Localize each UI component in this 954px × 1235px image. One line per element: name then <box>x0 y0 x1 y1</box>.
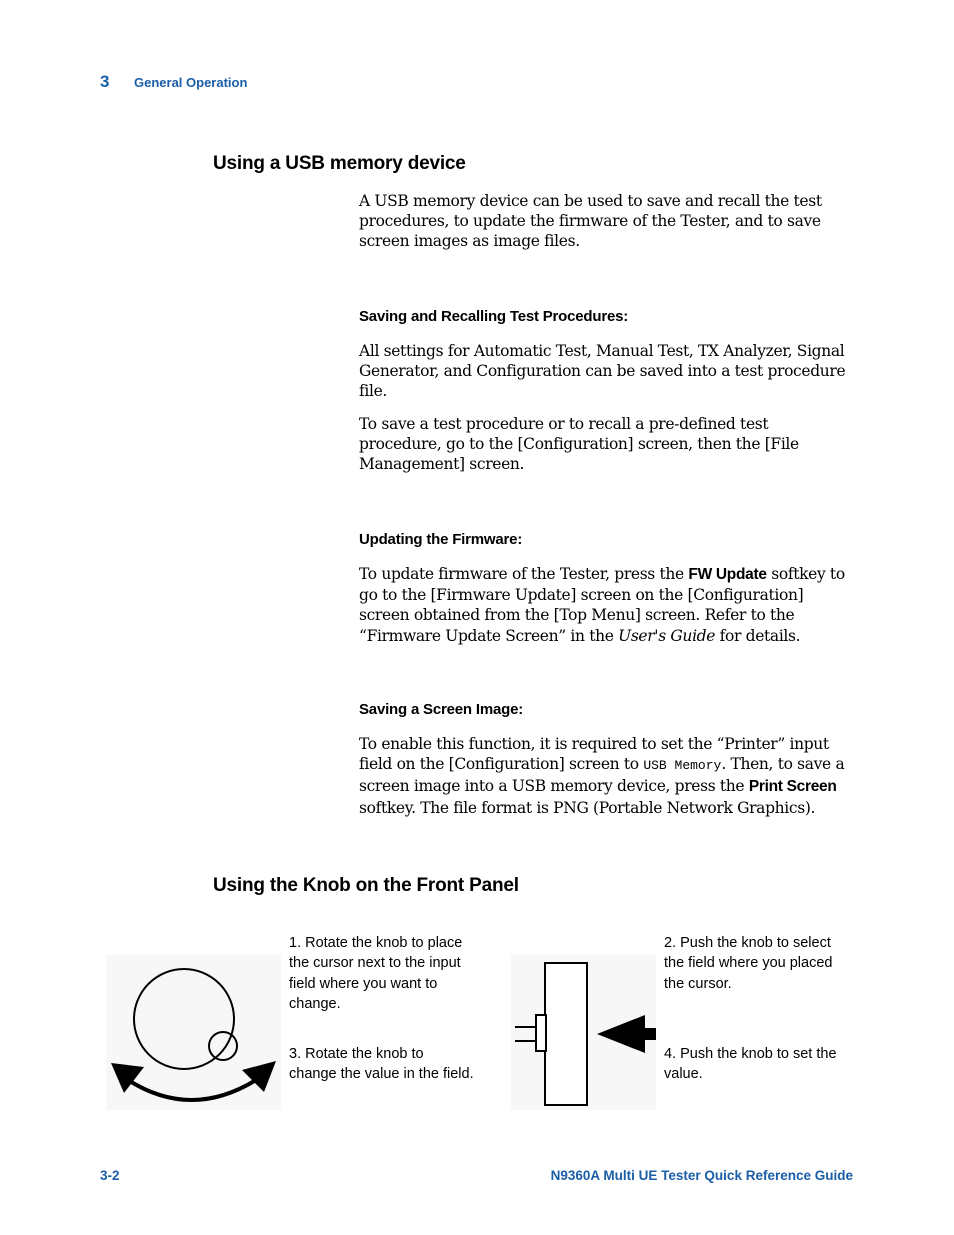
screen-image-text-2: . Then, to save a screen image into a USB memory device, press the <box>359 755 845 796</box>
usb-intro-paragraph: A USB memory device can be used to save and recall the test procedures, to update the firmware of the Tester, and to save screen images as image files. <box>359 192 822 251</box>
print-screen-softkey-label: Print Screen <box>748 778 837 796</box>
firmware-paragraph <box>359 564 851 646</box>
screen-image-paragraph <box>359 734 851 818</box>
firmware-text-3: for details. <box>715 626 801 645</box>
firmware-text-1: To update firmware of the Tester, press the <box>359 565 689 583</box>
firmware-heading: Updating the Firmware: <box>359 531 523 548</box>
rotate-knob-icon <box>106 955 281 1110</box>
page-number: 3-2 <box>100 1168 120 1183</box>
knob-section-heading: Using the Knob on the Front Panel <box>213 875 519 896</box>
chapter-title: General Operation <box>134 75 248 90</box>
screen-image-text-1: To enable this function, it is required to set the “Printer” input field on the [Configuration] screen to <box>359 735 829 774</box>
rotate-knob-illustration <box>106 955 281 1110</box>
saving-recalling-paragraph-1: All settings for Automatic Test, Manual Test, TX Analyzer, Signal Generator, and Configuration can be saved into a test procedure file. <box>359 342 846 401</box>
knob-step-3: 3. Rotate the knob to change the value in the field. <box>289 1046 474 1083</box>
knob-step-2: 2. Push the knob to select the field where you placed the cursor. <box>664 935 833 992</box>
saving-recalling-paragraph-2: To save a test procedure or to recall a pre-defined test procedure, go to the [Configuration] screen, then the [File Management] screen. <box>359 415 799 474</box>
knob-step-4: 4. Push the knob to set the value. <box>664 1046 837 1083</box>
usb-section-heading: Using a USB memory device <box>213 153 466 174</box>
users-guide-title: User's Guide <box>618 626 716 645</box>
screen-image-heading: Saving a Screen Image: <box>359 701 524 718</box>
fw-update-softkey-label: FW Update <box>688 566 767 583</box>
firmware-text-2: softkey to go to the [Firmware Update] screen on the [Configuration] screen obtained from the [Top Menu] screen. Refer to the “Firmware Update Screen” in the <box>359 565 845 645</box>
screen-image-text-3: softkey. The file format is PNG (Portable Network Graphics). <box>359 798 816 817</box>
usb-memory-code: USB Memory <box>643 758 722 774</box>
push-knob-illustration <box>511 955 656 1110</box>
push-knob-icon <box>511 955 656 1110</box>
book-title: N9360A Multi UE Tester Quick Reference Guide <box>550 1168 853 1183</box>
knob-step-1: 1. Rotate the knob to place the cursor next to the input field where you want to change. <box>289 935 463 1013</box>
saving-recalling-heading: Saving and Recalling Test Procedures: <box>359 308 629 325</box>
chapter-number: 3 <box>100 72 110 91</box>
